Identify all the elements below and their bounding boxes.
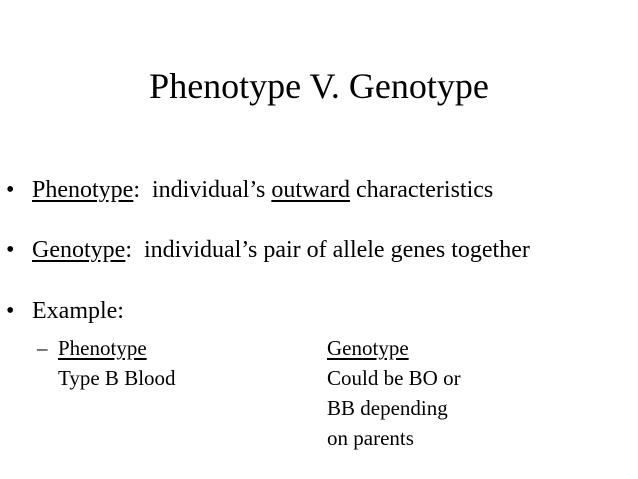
sub-bullet-dash: – [37,336,48,360]
phenotype-subheading: Phenotype [58,336,147,360]
example-label: Example: [32,298,124,324]
slide-title: Phenotype V. Genotype [149,66,489,106]
bullet-text-rest: characteristics [349,177,494,203]
bullet-marker: • [6,237,15,263]
genotype-line: on parents [327,426,414,450]
bullet-genotype [6,235,530,265]
example-genotype-column [327,333,461,453]
bullet-marker: • [6,177,15,203]
genotype-line: BB depending [327,396,448,420]
genotype-subheading: Genotype [327,336,409,360]
term-genotype: Genotype [32,237,126,263]
bullet-marker: • [6,298,15,324]
term-phenotype: Phenotype [32,177,134,203]
bullet-example [6,296,124,326]
bullet-text: : individual’s pair of allele genes together [125,237,530,263]
bullet-phenotype [6,175,493,205]
genotype-line: Could be BO or [327,366,461,390]
example-phenotype-value: Type B Blood [58,366,176,390]
emphasis-outward: outward [271,177,350,203]
bullet-text: : individual’s [133,177,272,203]
example-phenotype-heading [37,333,147,363]
